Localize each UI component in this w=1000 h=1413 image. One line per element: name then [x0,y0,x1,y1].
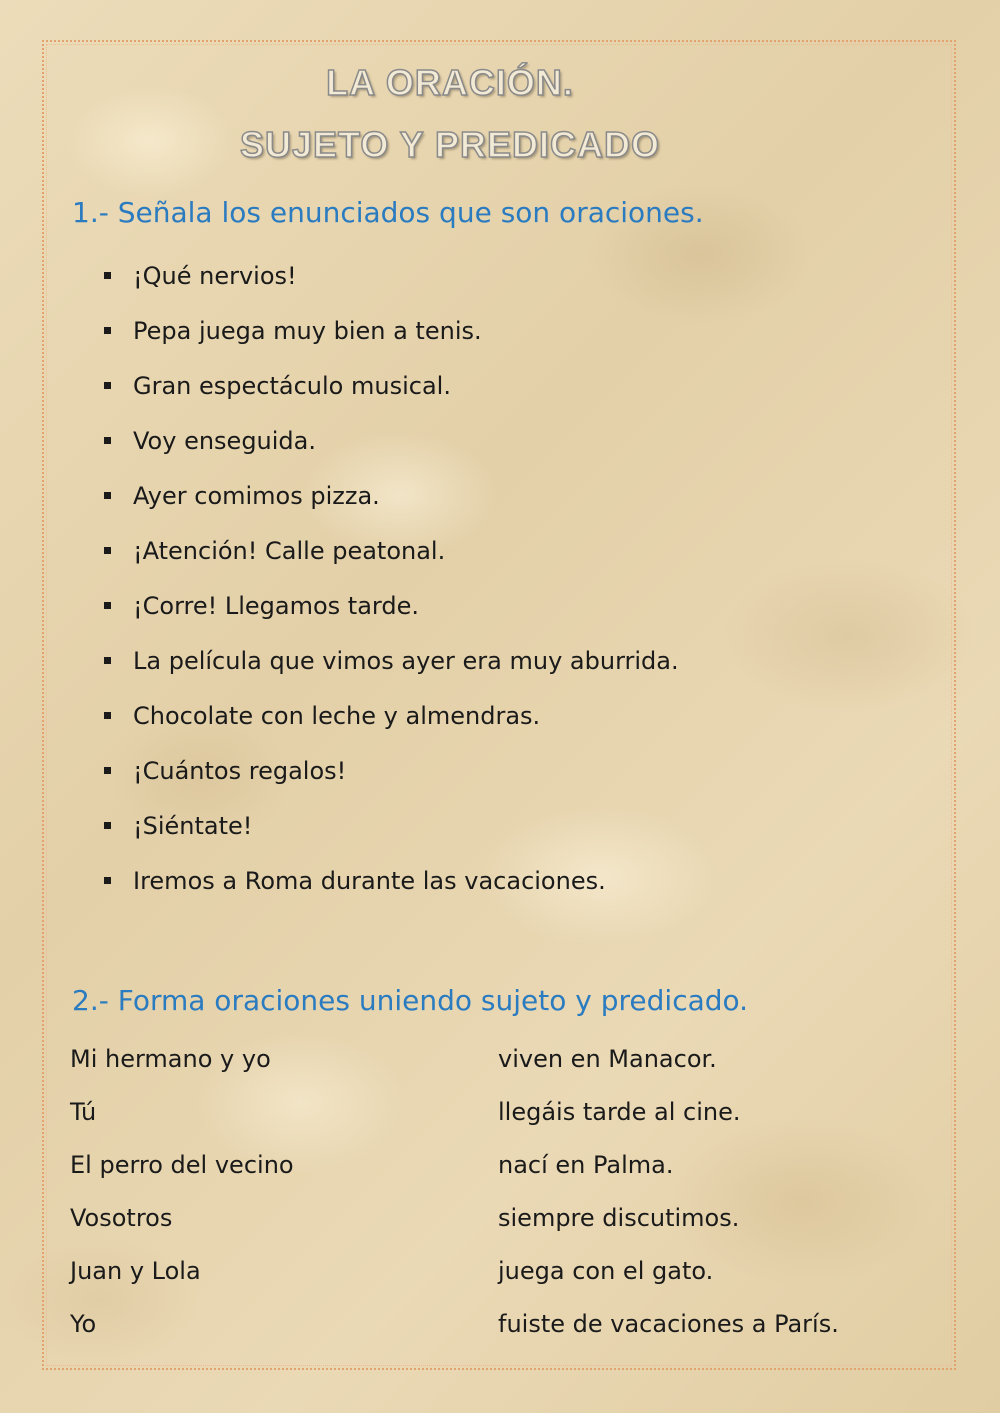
sentence-item[interactable] [100,413,679,468]
sentence-text: Chocolate con leche y almendras. [133,701,541,730]
sentence-text: ¡Qué nervios! [133,261,297,290]
sentence-text: ¡Corre! Llegamos tarde. [133,591,419,620]
square-bullet-icon [104,382,111,389]
square-bullet-icon [104,437,111,444]
sentence-item[interactable] [100,578,679,633]
exercise-1-heading: 1.- Señala los enunciados que son oraciones. [72,196,704,229]
sentence-item[interactable] [100,798,679,853]
page-title-line-2: SUJETO Y PREDICADO [239,124,661,165]
sentence-item[interactable] [100,248,679,303]
matching-row [70,1085,930,1138]
matching-row [70,1032,930,1085]
sentence-item[interactable] [100,688,679,743]
square-bullet-icon [104,822,111,829]
subject-item[interactable]: Vosotros [70,1203,173,1232]
matching-row [70,1244,930,1297]
sentence-text: Iremos a Roma durante las vacaciones. [133,866,606,895]
sentence-text: La película que vimos ayer era muy aburrida. [133,646,679,675]
sentence-text: ¡Atención! Calle peatonal. [133,536,446,565]
sentence-text: ¡Cuántos regalos! [133,756,347,785]
sentence-text: Voy enseguida. [133,426,316,455]
matching-row [70,1191,930,1244]
page-title-line-1: LA ORACIÓN. [326,62,574,103]
sentence-text: Pepa juega muy bien a tenis. [133,316,482,345]
sentence-item[interactable] [100,358,679,413]
sentence-item[interactable] [100,523,679,578]
matching-table [70,1032,930,1350]
exercise-2-heading: 2.- Forma oraciones uniendo sujeto y predicado. [72,984,749,1017]
square-bullet-icon [104,657,111,664]
subject-item[interactable]: El perro del vecino [70,1150,294,1179]
sentence-item[interactable] [100,853,679,908]
subject-item[interactable]: Mi hermano y yo [70,1044,271,1073]
predicate-item[interactable]: viven en Manacor. [498,1044,717,1073]
sentence-text: ¡Siéntate! [133,811,253,840]
sentence-text: Ayer comimos pizza. [133,481,380,510]
predicate-item[interactable]: nací en Palma. [498,1150,674,1179]
sentence-text: Gran espectáculo musical. [133,371,451,400]
matching-row [70,1138,930,1191]
square-bullet-icon [104,877,111,884]
square-bullet-icon [104,712,111,719]
predicate-item[interactable]: fuiste de vacaciones a París. [498,1309,839,1338]
matching-row [70,1297,930,1350]
square-bullet-icon [104,767,111,774]
square-bullet-icon [104,547,111,554]
sentence-list [100,248,679,908]
sentence-item[interactable] [100,633,679,688]
predicate-item[interactable]: llegáis tarde al cine. [498,1097,741,1126]
square-bullet-icon [104,492,111,499]
square-bullet-icon [104,327,111,334]
predicate-item[interactable]: juega con el gato. [498,1256,714,1285]
subject-item[interactable]: Juan y Lola [70,1256,201,1285]
square-bullet-icon [104,272,111,279]
sentence-item[interactable] [100,468,679,523]
predicate-item[interactable]: siempre discutimos. [498,1203,740,1232]
subject-item[interactable]: Yo [70,1309,97,1338]
square-bullet-icon [104,602,111,609]
sentence-item[interactable] [100,303,679,358]
subject-item[interactable]: Tú [70,1097,97,1126]
sentence-item[interactable] [100,743,679,798]
